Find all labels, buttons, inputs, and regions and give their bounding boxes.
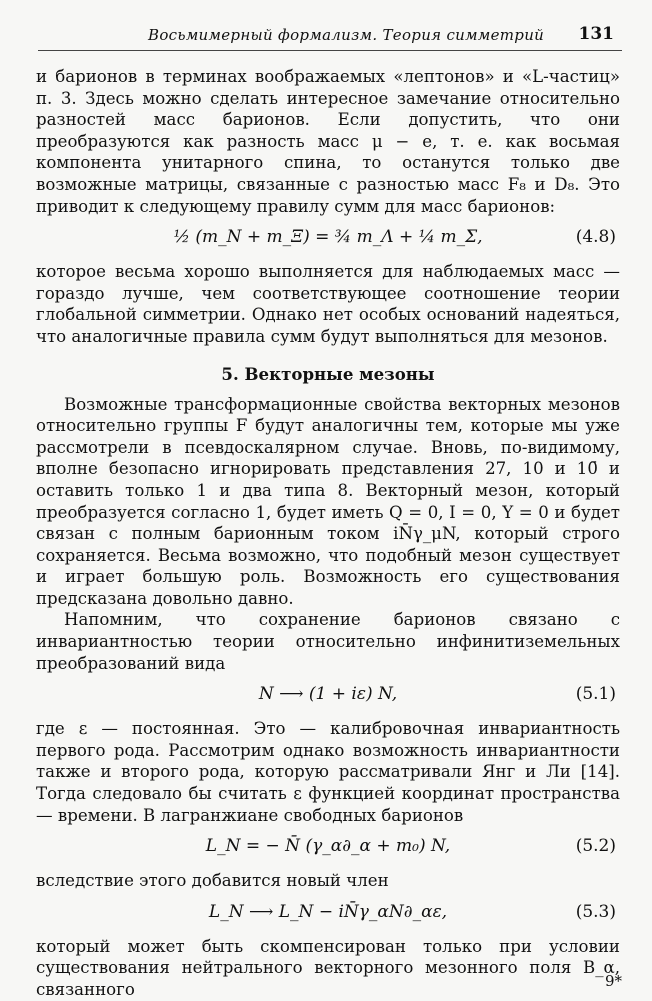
paragraph-6: вследствие этого добавится новый член [36, 871, 389, 891]
equation-formula: L_N = − N̄ (γ_α∂_α + m₀) N, [205, 836, 451, 857]
paragraph-4: Напомним, что сохранение барионов связано с инвариантностью теории относительно инфинитиземельных преобразований вида [36, 610, 620, 673]
paragraph-3: Возможные трансформационные свойства векторных мезонов относительно группы F будут аналогичны тем, которые мы уже рассмотрели в псевдоскалярном случае. Вновь, по-видимому, вполне безопасно игнорировать представления 27, 10 и 10̄ и оставить только 1 и два типа 8. Векторный мезон, который преобразуется согласно 1, будет иметь Q = 0, I = 0, Y = 0 и будет связан с полным барионным током iN̄γ_μN, который строго сохраняется. Весьма возможно, что подобный мезон существует и играет большую роль. Возможность его существования предсказана довольно давно. [36, 394, 620, 608]
equation-number: (5.3) [575, 901, 616, 922]
equation-formula: L_N ⟶ L_N − iN̄γ_αN∂_αε, [208, 901, 448, 922]
section-heading: 5. Векторные мезоны [221, 363, 435, 384]
paragraph-2: которое весьма хорошо выполняется для наблюдаемых масс — гораздо лучше, чем соответствующее соотношение теории глобальной симметрии. Однако нет особых оснований надеяться, что аналогичные правила сумм будут выполняться для мезонов. [36, 262, 620, 346]
signature-mark: 9* [604, 972, 622, 990]
running-title: Восьмимерный формализм. Теория симметрий [148, 26, 545, 44]
equation-number: (4.8) [575, 227, 616, 248]
equation-4-8 [36, 217, 620, 261]
equation-number: (5.1) [575, 684, 616, 705]
page-body [36, 66, 620, 1001]
paragraph-7: который может быть скомпенсирован только при условии существования нейтрального векторного мезонного поля B_α, связанного [36, 936, 620, 999]
equation-5-1 [36, 674, 620, 718]
page-number: 131 [578, 24, 614, 44]
paragraph-5: где ε — постоянная. Это — калибровочная инвариантность первого рода. Рассмотрим однако возможность инвариантности также и второго рода, которую рассматривали Янг и Ли [14]. Тогда следовало бы считать ε функцией координат пространства — времени. В лагранжиане свободных барионов [36, 719, 620, 825]
paragraph-1: и барионов в терминах воображаемых «лептонов» и «L-частиц» п. 3. Здесь можно сделать интересное замечание относительно разностей масс барионов. Если допустить, что они преобразуются как разность масс μ − e, т. е. как восьмая компонента унитарного спина, то останутся только две возможные матрицы, связанные с разностью масс F₈ и D₈. Это приводит к следующему правилу сумм для масс барионов: [36, 67, 620, 216]
equation-5-3 [36, 892, 620, 936]
equation-number: (5.2) [575, 836, 616, 857]
equation-5-2 [36, 826, 620, 870]
running-header [38, 24, 622, 51]
equation-formula: N ⟶ (1 + iε) N, [258, 684, 398, 705]
equation-formula: ½ (m_N + m_Ξ) = ¾ m_Λ + ¼ m_Σ, [173, 227, 483, 248]
